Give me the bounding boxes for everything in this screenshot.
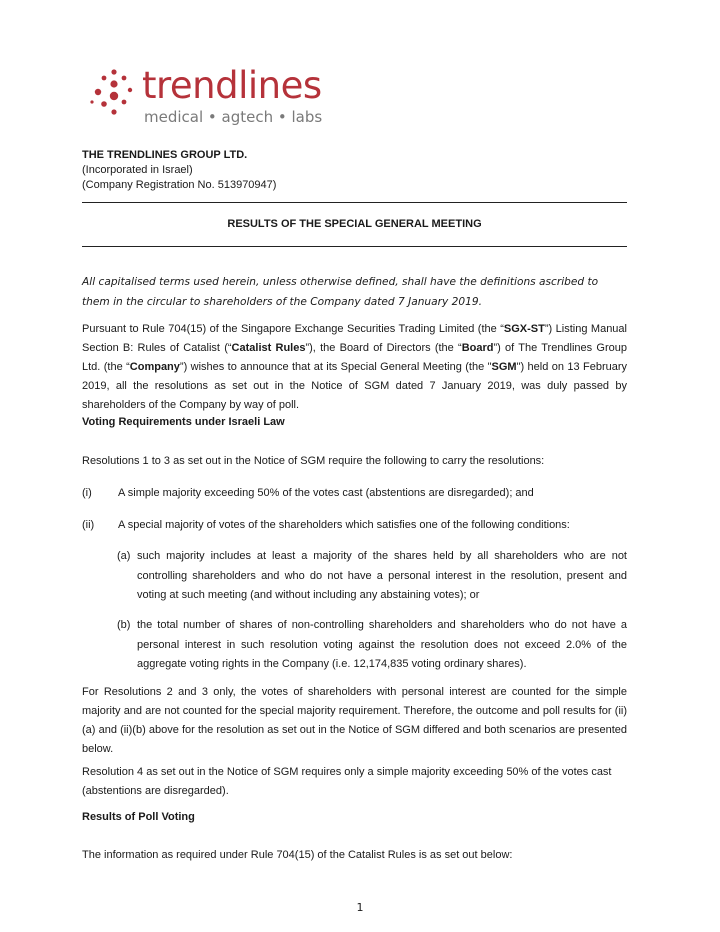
announcement-paragraph: Pursuant to Rule 704(15) of the Singapore Exchange Securities Trading Limited (the “SGX-ST”) Listing Manual Section B: Rules of Catalist (“Catalist Rules”), the Board of Directors (the “Board”) of The Trendlines Group Ltd. (the “Company”) wishes to announce that at its Special General Meeting (the "SGM") held on 13 February 2019, all the resolutions as set out in the Notice of SGM dated 7 January 2019, was duly passed by shareholders of the Company by way of poll. (82, 323, 628, 411)
title-rule-top (82, 202, 627, 203)
sub-list-label: (b) (117, 619, 131, 631)
list-item-text: A simple majority exceeding 50% of the votes cast (abstentions are disregarded); and (118, 487, 534, 499)
registration-number: (Company Registration No. 513970947) (82, 179, 277, 191)
voting-requirements-heading: Voting Requirements under Israeli Law (82, 416, 285, 428)
logo-wordmark: trendlines (142, 64, 322, 107)
catalist-info-paragraph: The information as required under Rule 704(15) of the Catalist Rules is as set out below: (82, 849, 513, 861)
list-item-number: (i) (82, 487, 92, 499)
document-title: RESULTS OF THE SPECIAL GENERAL MEETING (227, 218, 482, 230)
term-sgm: SGM (491, 361, 517, 373)
sub-list-label: (a) (117, 550, 131, 562)
list-item-text: A special majority of votes of the shareholders which satisfies one of the following conditions: (118, 519, 570, 531)
poll-results-heading: Results of Poll Voting (82, 811, 195, 823)
term-sgx-st: SGX-ST (503, 323, 545, 335)
company-header (82, 148, 276, 193)
page-number: 1 (356, 901, 364, 914)
resolutions-2-3-paragraph: For Resolutions 2 and 3 only, the votes of shareholders with personal interest are counted for the simple majority and are not counted for the special majority requirement. Therefore, the outcome and poll results for (ii)(a) and (ii)(b) above for the resolution as set out in the Notice of SGM differed and both scenarios are presented below. (82, 686, 627, 755)
resolutions-intro: Resolutions 1 to 3 as set out in the Notice of SGM require the following to carry the resolutions: (82, 455, 545, 467)
dots-logo-icon (88, 68, 140, 120)
term-catalist-rules: Catalist Rules (231, 342, 306, 354)
sub-list-text: such majority includes at least a majority of the shares held by all shareholders who are not controlling shareholders and who do not have a personal interest in the resolution, present and voting at such meeting (and without including any abstaining votes); or (137, 550, 627, 601)
company-logo (82, 62, 323, 128)
sub-list-text: the total number of shares of non-controlling shareholders and shareholders who do not have a personal interest in such resolution voting against the resolution does not exceed 2.0% of the aggregate voting rights in the Company (i.e. 12,174,835 voting ordinary shares). (137, 619, 627, 670)
logo-tagline: medical • agtech • labs (144, 108, 323, 126)
definitions-note: All capitalised terms used herein, unless otherwise defined, shall have the definitions ascribed to them in the circular to shareholders of the Company dated 7 January 2019. (82, 276, 599, 308)
term-board: Board (461, 342, 494, 354)
term-company: Company (129, 361, 180, 373)
incorporation-note: (Incorporated in Israel) (82, 164, 193, 176)
title-rule-bottom (82, 246, 627, 247)
resolution-4-paragraph: Resolution 4 as set out in the Notice of SGM requires only a simple majority exceeding 50% of the votes cast (abstentions are disregarded). (82, 766, 612, 797)
company-name: THE TRENDLINES GROUP LTD. (82, 149, 248, 161)
list-item-number: (ii) (82, 519, 95, 531)
